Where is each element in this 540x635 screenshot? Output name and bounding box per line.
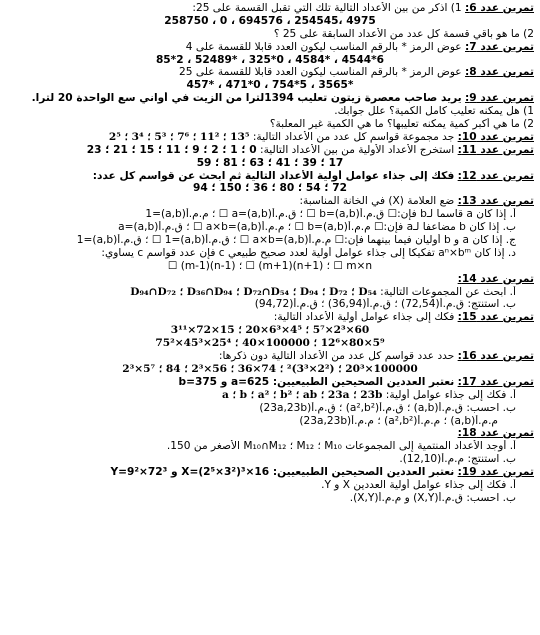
exercise-10-text: جد مجموعة قواسم كل عدد من الأعداد التالية: [252, 130, 455, 143]
exercise-18-item-a: أ. أوجد الأعداد المنتمية إلى المجموعات M₁₀ ؛ M₁₂ ؛ M₁₀∩M₁₂ الأصغر من 150. [166, 440, 516, 453]
exercise-17-item-a-text: أ. فكك إلى جذاء عوامل أولية: [385, 388, 516, 401]
exercise-17-item-b: ب. احسب: ق.م.أ(a,b) ؛ ق.م.أ(a²,b²) ؛ ق.م.أ(23a,23b) [259, 401, 516, 414]
exercise-11-heading: تمرين عدد 11: [457, 143, 534, 156]
exercise-8-heading: تمرين عدد 8: [465, 66, 534, 79]
exercise-15-row-2: 5⁹×80×12⁶ ؛ 100000×40 ؛ 25⁴×45³×75² [155, 337, 385, 350]
exercise-6-numbers: 258750 ، 0 ، 694576 ، 254545، 4975 [164, 14, 376, 27]
exercise-19-line [6, 466, 534, 479]
exercise-15-row-1: 60×2³×5⁷ ؛ 4⁵×6³×20 ؛ 15×72×3¹¹ [170, 324, 370, 337]
exercise-19-text: نعتبر العددين الصحيحين الطبيعيين: X=(2⁵×3²)³×16 و Y=9²×72³ [110, 466, 455, 479]
exercise-13-item-c: ج. إذا كان a و b أوليان فيما بينهما فإن:☐ م.م.أ(a,b)=a×b ☐ ؛ ق.م.أ(a,b)=1 ☐ ؛ ق.م.أ(a,b)=1 [76, 234, 516, 247]
exercise-8-line [6, 66, 534, 79]
exercise-16-text: حدد عدد قواسم كل عدد من الأعداد التالية دون ذكرها: [218, 350, 455, 363]
exercise-11-numbers-1: 0 ؛ 1 ؛ 2 ؛ 9 ؛ 11 ؛ 15 ؛ 21 ؛ 23 [86, 143, 257, 156]
exercise-18-line [6, 427, 534, 440]
exercise-15-text: فكك إلى جذاء عوامل أولية الأعداد التالية: [273, 311, 455, 324]
exercise-9-question-2: 2) ما هي أكبر كمية يمكنه تعليبها؟ ما هي الكمية غير المعلبة؟ [269, 118, 534, 131]
exercise-12-line [6, 170, 534, 183]
exercise-13-line [6, 195, 534, 208]
exercise-13-item-b: ب. إذا كان b مضاعفا لـa فإن:☐ م.م.أ(a,b)=b ☐ ؛ م.م.أ(a,b)=a×b ☐ ؛ ق.م.أ(a,b)=a [118, 221, 516, 234]
exercise-9-question-1: 1) هل يمكنه تعليب كامل الكمية؟ علل جوابك. [334, 105, 534, 118]
exercise-7-numbers: 85*2 ، 52489* ، 325*0 ، 4584* ، 4544*6 [155, 53, 385, 66]
exercise-19-item-b: ب. احسب: ق.م.أ(X,Y) و م.م.أ(X,Y). [349, 491, 516, 504]
exercise-19-item-a: أ. فكك إلى جذاء عوامل أولية العددين X و Y. [321, 478, 516, 491]
exercise-10-heading: تمرين عدد 10: [457, 130, 534, 143]
exercise-13-heading: تمرين عدد 13: [457, 195, 534, 208]
exercise-13-item-d-options: m×n ☐ ؛ (n+1)(m+1) ☐ ؛ (n-1)(m-1) ☐ [167, 259, 373, 272]
exercise-10-line [6, 131, 534, 144]
exercise-12-heading: تمرين عدد 12: [457, 169, 534, 182]
exercise-6-line [6, 2, 534, 15]
exercise-18-heading: تمرين عدد 18: [457, 427, 534, 440]
exercise-15-line [6, 311, 534, 324]
exercise-7-heading: تمرين عدد 7: [465, 40, 534, 53]
exercise-16-line [6, 350, 534, 363]
exercise-17-item-a [6, 389, 534, 402]
exercise-14-heading: تمرين عدد 14: [457, 272, 534, 285]
exercise-7-text: عوض الرمز * بالرقم المناسب ليكون العدد قابلا للقسمة على 4 [185, 40, 462, 53]
exercise-8-text: عوض الرمز * بالرقم المناسب ليكون العدد قابلا للقسمة على 25 [179, 66, 462, 79]
exercise-11-numbers-2: 17 ؛ 39 ؛ 41 ؛ 63 ؛ 81 ؛ 59 [196, 156, 344, 169]
exercise-17-item-c: م.م.أ(a,b) ؛ م.م.أ(a²,b²) ؛ م.م.أ(23a,23b) [299, 414, 498, 427]
exercise-7-line [6, 41, 534, 54]
exercise-9-text: يريد صاحب معصرة زيتون تعليب 1394لترا من الزيت في أواني سع الواحدة 20 لترا. [31, 92, 462, 105]
exercise-13-item-d: د. إذا كان aⁿ×bᵐ تفكيكا إلى جذاء عوامل أولية لعدد صحيح طبيعي c فإن عدد قواسم c يساوي: [101, 246, 516, 259]
exercise-15-heading: تمرين عدد 15: [457, 311, 534, 324]
exercise-14-item-a [6, 286, 534, 299]
exercise-9-line [6, 92, 534, 105]
exercise-13-item-a: أ. إذا كان a قاسما لـb فإن:☐ ق.م.أ(a,b)=b ☐ ؛ ق.م.أ(a,b)=a ☐ ؛ م.م.أ(a,b)=1 [145, 208, 516, 221]
exercise-17-line [6, 376, 534, 389]
exercise-13-text: ضع العلامة (X) في الخانة المناسبة: [299, 195, 455, 208]
exercise-14-item-a-text: أ. ابحث عن المجموعات التالية: [380, 285, 516, 298]
exercise-14-line [6, 273, 534, 286]
exercise-16-heading: تمرين عدد 16: [457, 350, 534, 363]
exercise-12-text: فكك إلى جذاء عوامل أولية الأعداد التالية ثم ابحث عن قواسم كل عدد: [92, 169, 455, 182]
exercise-12-numbers: 72 ؛ 54 ؛ 80 ؛ 36 ؛ 150 ؛ 94 [193, 182, 347, 195]
exercise-11-text: استخرج الأعداد الأولية من بين الأعداد التالية: [260, 143, 455, 156]
exercise-16-numbers: 100000×20³ ؛ (2²×3³)² ؛ 74×36 ؛ 56×2³ ؛ 84 ؛ 5⁷×2³ [122, 362, 418, 375]
exercise-14-item-b: ب. استنتج: ق.م.أ(72,54) ؛ ق.م.أ(36,94) ؛ ق.م.أ(94,72) [254, 298, 516, 311]
exercise-19-heading: تمرين عدد 19: [457, 466, 534, 479]
exercise-10-numbers: 13⁵ ؛ 11² ؛ 7⁶ ؛ 5³ ؛ 3⁴ ؛ 2⁵ [108, 130, 250, 143]
exercise-18-item-b: ب. استنتج: م.م.أ(12,10). [399, 453, 516, 466]
exercise-6-question-2: 2) ما هو باقي قسمة كل عدد من الأعداد السابقة على 25 ؟ [273, 27, 534, 40]
exercise-6-question-1: 1) اذكر من بين الأعداد التالية تلك التي تقبل القسمة على 25: [192, 2, 462, 14]
exercise-17-text: نعتبر العددين الصحيحين الطبيعيين: a=625 و b=375 [178, 375, 455, 388]
exercise-9-heading: تمرين عدد 9: [465, 92, 534, 105]
exercise-17-heading: تمرين عدد 17: [457, 375, 534, 388]
exercise-6-heading: تمرين عدد 6: [465, 2, 534, 14]
exercise-11-line [6, 144, 534, 157]
exercise-17-item-a-list: 23b ؛ 23a ؛ ab ؛ b² ؛ a² ؛ b ؛ a [222, 388, 383, 401]
exercise-14-item-a-sets: D₅₄ ؛ D₇₂ ؛ D₉₄ ؛ D₇₂∩D₅₄ ؛ D₃₆∩D₉₄ ؛ D₉₄∩D₇₂ [130, 285, 377, 298]
exercise-8-numbers: 457* ، 471*0 ، 754*5 ، 3565* [186, 79, 354, 92]
